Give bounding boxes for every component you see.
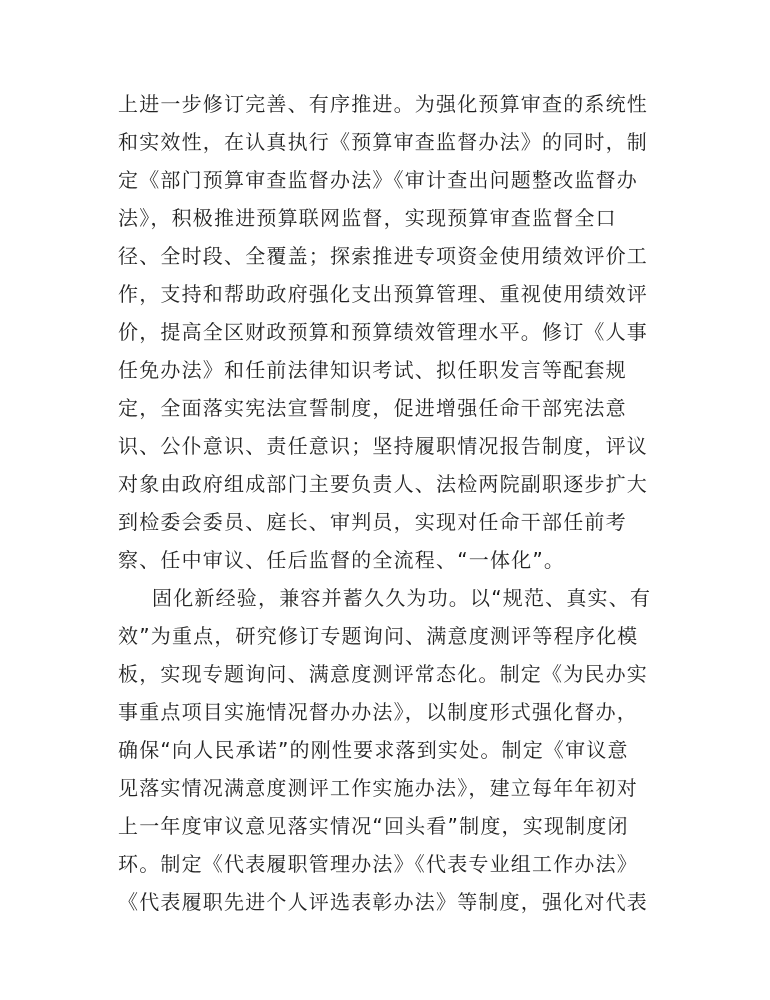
text-line: 定，全面落实宪法宣誓制度，促进增强任命干部宪法意 [118, 396, 627, 420]
text-line: 定《部门预算审查监督办法》《审计查出问题整改监督办 [118, 168, 638, 192]
text-line: 见落实情况满意度测评工作实施办法》，建立每年年初对 [118, 776, 638, 800]
text-line: 上一年度审议意见落实情况“回头看”制度，实现制度闭 [118, 814, 629, 838]
text-line: 确保“向人民承诺”的刚性要求落到实处。制定《审议意 [118, 738, 629, 762]
text-line: 作，支持和帮助政府强化支出预算管理、重视使用绩效评 [118, 282, 648, 306]
paragraph-first-line: 固化新经验，兼容并蓄久久为功。以“规范、真实、有 [152, 586, 652, 610]
text-line: 板，实现专题询问、满意度测评常态化。制定《为民办实 [118, 662, 648, 686]
text-line: 价，提高全区财政预算和预算绩效管理水平。修订《人事 [118, 320, 648, 344]
text-line: 事重点项目实施情况督办办法》，以制度形式强化督办， [118, 700, 638, 724]
text-line: 径、全时段、全覆盖；探索推进专项资金使用绩效评价工 [118, 244, 648, 268]
text-line: 察、任中审议、任后监督的全流程、“一体化”。 [118, 548, 566, 572]
text-line: 任免办法》和任前法律知识考试、拟任职发言等配套规 [118, 358, 627, 382]
text-line: 效”为重点，研究修订专题询问、满意度测评等程序化模 [118, 624, 639, 648]
text-line: 《代表履职先进个人评选表彰办法》等制度，强化对代表 [118, 890, 648, 914]
text-line: 和实效性，在认真执行《预算审查监督办法》的同时，制 [118, 130, 648, 154]
text-line: 识、公仆意识、责任意识；坚持履职情况报告制度，评议 [118, 434, 648, 458]
text-line: 到检委会委员、庭长、审判员，实现对任命干部任前考 [118, 510, 627, 534]
text-line: 环。制定《代表履职管理办法》《代表专业组工作办法》 [118, 852, 638, 876]
text-line: 上进一步修订完善、有序推进。为强化预算审查的系统性 [118, 92, 648, 116]
text-line: 对象由政府组成部门主要负责人、法检两院副职逐步扩大 [118, 472, 648, 496]
text-line: 法》，积极推进预算联网监督，实现预算审查监督全口 [118, 206, 617, 230]
